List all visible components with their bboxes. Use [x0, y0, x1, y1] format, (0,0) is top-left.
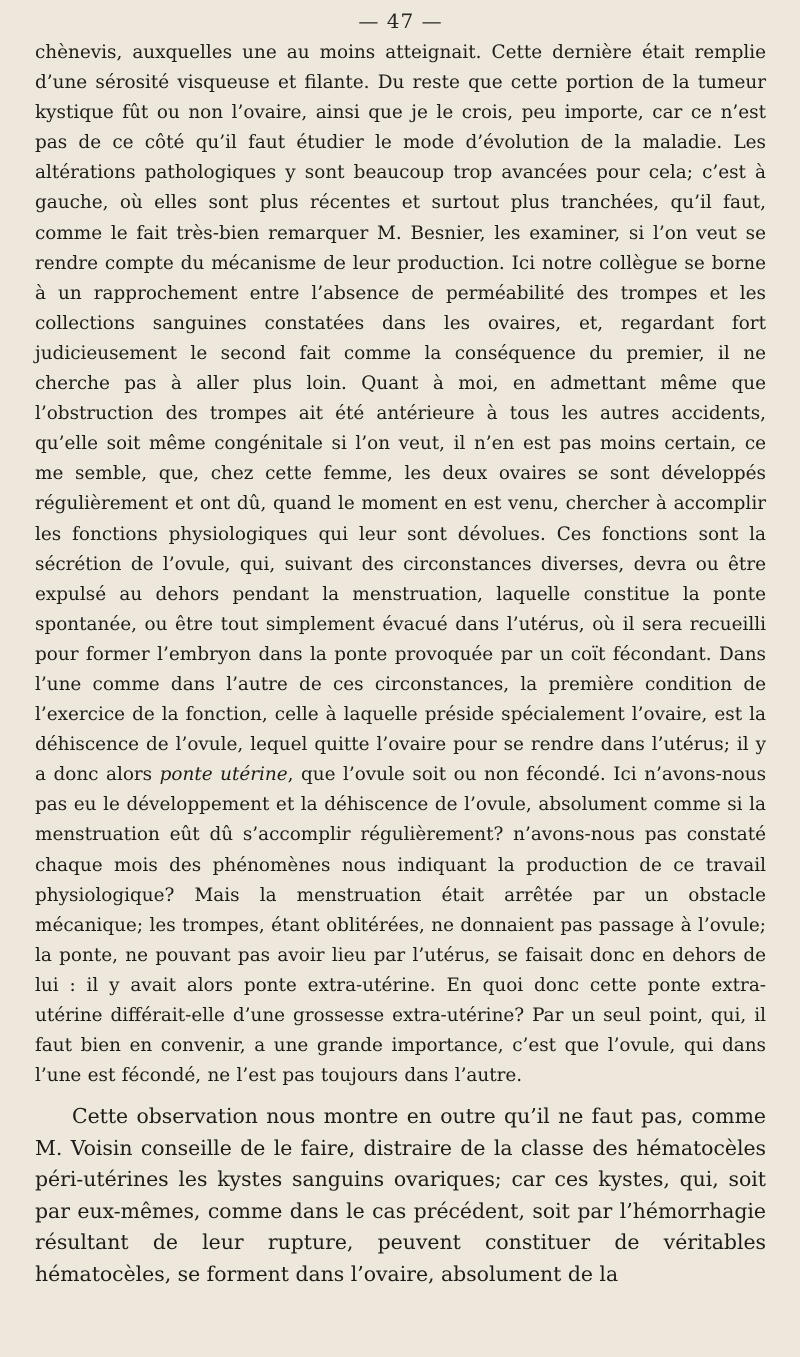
paragraph-2 — [35, 1101, 766, 1290]
paragraph-1-text: chènevis, auxquelles une au moins atteignait. Cette dernière était remplie d’une sérosité visqueuse et filante. Du reste que cette portion de la tumeur kystique fût ou non l’ovaire, ainsi que je le crois, peu importe, car ce n’est pas de ce côté qu’il faut étudier le mode d’évolution de la maladie. Les altérations pathologiques y sont beaucoup trop avancées pour cela; c’est à gauche, où elles sont plus récentes et surtout plus tranchées, qu’il faut, comme le fait très-bien remarquer M. Besnier, les examiner, si l’on veut se rendre compte du mécanisme de leur production. Ici notre collègue se borne à un rapprochement entre l’absence de perméabilité des trompes et les collections sanguines constatées dans les ovaires, et, regardant fort judicieusement le second fait comme la conséquence du premier, il ne cherche pas à aller plus loin. Quant à moi, en admettant même que l’obstruction des trompes ait été antérieure à tous les autres accidents, qu’elle soit même congénitale si l’on veut, il n’en est pas moins certain, ce me semble, que, chez cette femme, les deux ovaires se sont développés régulièrement et ont dû, quand le moment en est venu, chercher à accomplir les fonctions physiologiques qui leur sont dévolues. Ces fonctions sont la sécrétion de l’ovule, qui, suivant des circonstances diverses, devra ou être expulsé au dehors pendant la menstruation, laquelle constitue la ponte spontanée, ou être tout simplement évacué dans l’utérus, où il sera recueilli pour former l’embryon dans la ponte provoquée par un coït fécondant. Dans l’une comme dans l’autre de ces circonstances, la première condition de l’exercice de la fonction, celle à laquelle préside spécialement l’ovaire, est la déhiscence de l’ovule, lequel quitte l’ovaire pour se rendre dans l’utérus; il y a donc alors — [35, 42, 766, 786]
paragraph-1 — [35, 38, 766, 1091]
italic-term-ponte-uterine: ponte utérine — [159, 764, 288, 786]
page-number: — 47 — — [358, 9, 443, 33]
paragraph-1-text-continued: , que l’ovule soit ou non fécondé. Ici n’avons-nous pas eu le développement et la déhiscence de l’ovule, absolument comme si la menstruation eût dû s’accomplir régulièrement? n’avons-nous pas constaté chaque mois des phénomènes nous indiquant la production de ce travail physiologique? Mais la menstruation était arrêtée par un obstacle mécanique; les trompes, étant oblitérées, ne donnaient pas passage à l’ovule; la ponte, ne pouvant pas avoir lieu par l’utérus, se faisait donc en dehors de lui : il y avait alors ponte extra-utérine. En quoi donc cette ponte extra-utérine différait-elle d’une grossesse extra-utérine? Par un seul point, qui, il faut bien en convenir, a une grande importance, c’est que l’ovule, qui dans l’une est fécondé, ne l’est pas toujours dans l’autre. — [35, 764, 767, 1087]
paragraph-2-text: Cette observation nous montre en outre qu’il ne faut pas, comme M. Voisin conseille de le faire, distraire de la classe des hématocèles péri-utérines les kystes sanguins ovariques; car ces kystes, qui, soit par eux-mêmes, comme dans le cas précédent, soit par l’hémorrhagie résultant de leur rupture, peuvent constituer de véritables hématocèles, se forment dans l’ovaire, absolument de la — [35, 1104, 766, 1286]
